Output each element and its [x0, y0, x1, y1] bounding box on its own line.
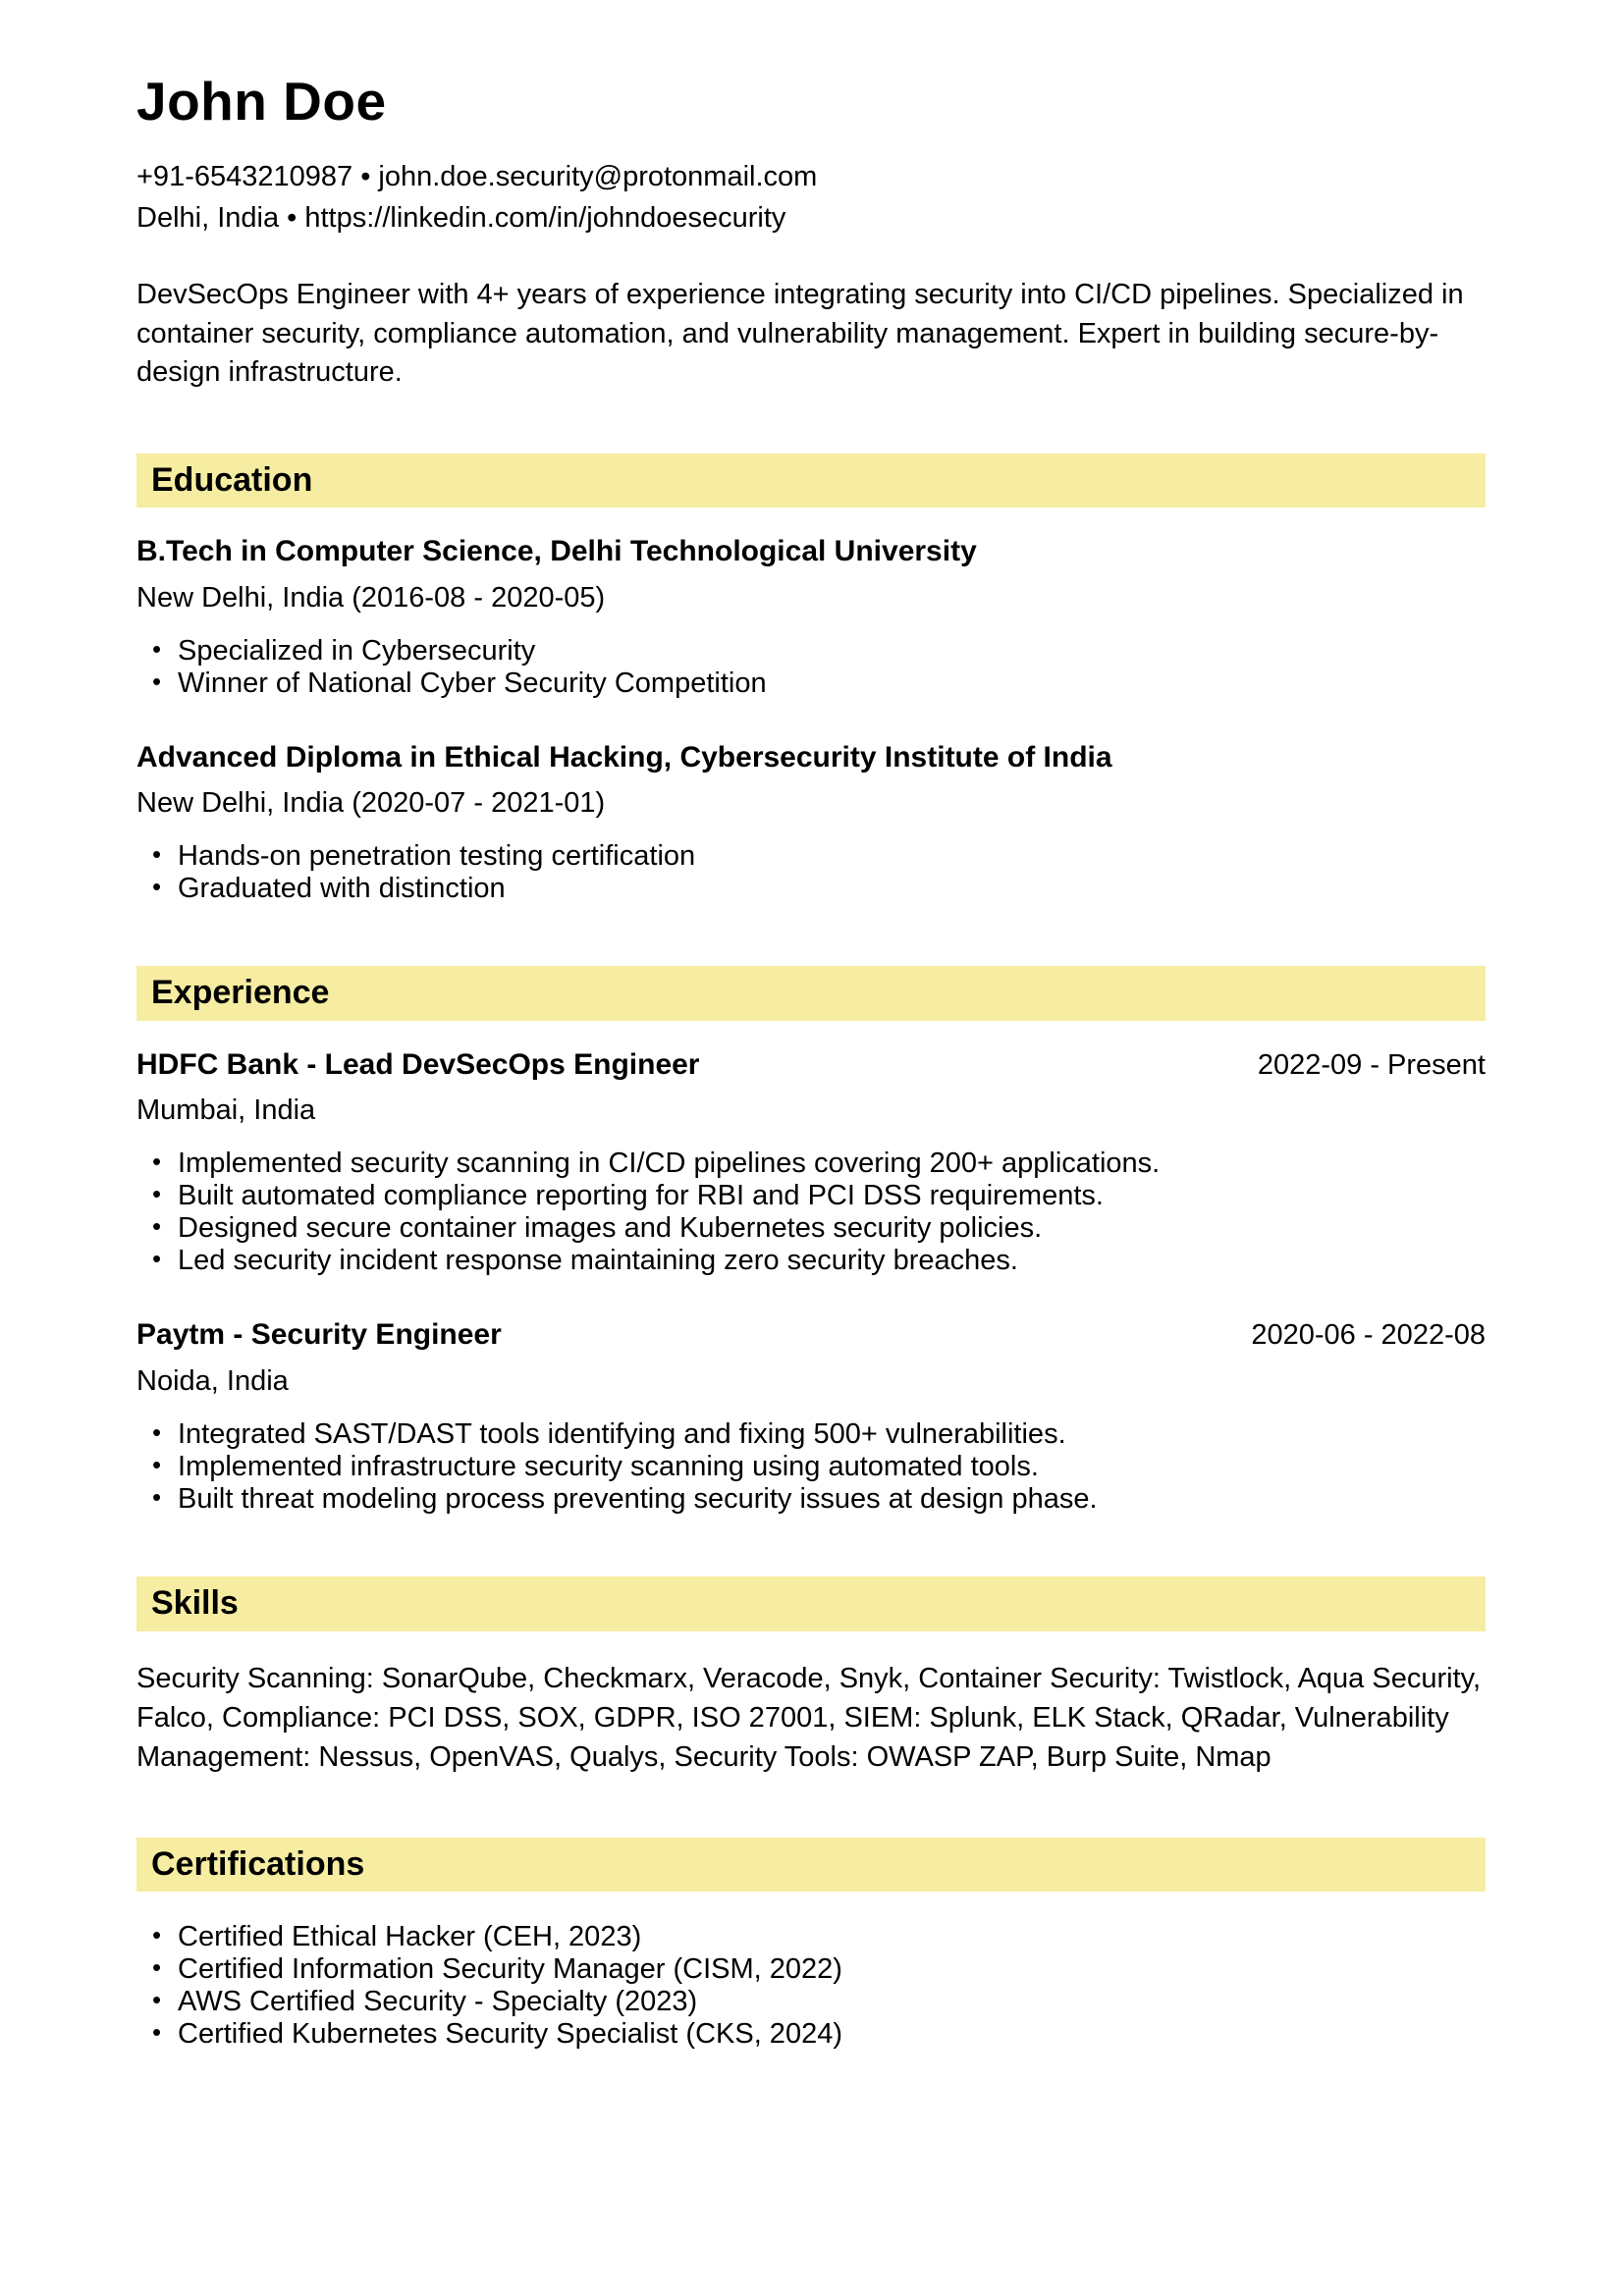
- section-band-skills: [136, 1576, 1486, 1631]
- job-location: Mumbai, India: [136, 1095, 316, 1127]
- resume-header: [136, 71, 1486, 393]
- job-location: Noida, India: [136, 1364, 289, 1397]
- bullet-item: • Graduated with distinction: [136, 873, 1486, 905]
- degree-highlights: [136, 840, 1486, 905]
- experience-entry: [136, 1318, 1486, 1515]
- section-title-skills: Skills: [151, 1583, 239, 1622]
- job-date-range: 2020-06 - 2022-08: [1251, 1319, 1486, 1352]
- section-certifications: [136, 1838, 1486, 2052]
- bullet-item: • Certified Kubernetes Security Specialist (CKS, 2024): [136, 2018, 1486, 2051]
- degree-title: Advanced Diploma in Ethical Hacking, Cybersecurity Institute of India: [136, 740, 1112, 774]
- job-highlights: [136, 1148, 1486, 1277]
- entry-head: [136, 535, 1486, 569]
- section-title-experience: Experience: [151, 974, 330, 1012]
- experience-entry: [136, 1048, 1486, 1277]
- professional-summary: DevSecOps Engineer with 4+ years of experience integrating security into CI/CD pipelines. Specialized in container security, compliance automation, and vulnerability management. Expert in building secure-by-design infrastructure.: [136, 279, 1464, 389]
- section-title-education: Education: [151, 460, 313, 499]
- section-band-experience: [136, 966, 1486, 1021]
- entry-head: [136, 1318, 1486, 1353]
- education-entry: [136, 535, 1486, 699]
- section-experience: [136, 966, 1486, 1516]
- section-education: [136, 454, 1486, 906]
- job-title: Paytm - Security Engineer: [136, 1318, 502, 1352]
- section-title-certifications: Certifications: [151, 1844, 365, 1883]
- page-title: John Doe: [136, 71, 387, 132]
- degree-title: B.Tech in Computer Science, Delhi Technological University: [136, 535, 977, 568]
- bullet-item: • AWS Certified Security - Specialty (2023): [136, 1986, 1486, 2018]
- section-skills: [136, 1576, 1486, 1777]
- bullet-item: • Integrated SAST/DAST tools identifying and fixing 500+ vulnerabilities.: [136, 1418, 1486, 1451]
- entry-head: [136, 741, 1486, 775]
- bullet-item: • Specialized in Cybersecurity: [136, 635, 1486, 667]
- bullet-item: • Built automated compliance reporting for RBI and PCI DSS requirements.: [136, 1180, 1486, 1212]
- job-title: HDFC Bank - Lead DevSecOps Engineer: [136, 1047, 700, 1081]
- section-band-education: [136, 454, 1486, 508]
- bullet-item: • Led security incident response maintaining zero security breaches.: [136, 1245, 1486, 1277]
- bullet-item: • Built threat modeling process preventing security issues at design phase.: [136, 1483, 1486, 1516]
- contact-block: [136, 156, 1486, 239]
- degree-location-dates: New Delhi, India (2020-07 - 2021-01): [136, 787, 606, 820]
- bullet-item: • Implemented security scanning in CI/CD pipelines covering 200+ applications.: [136, 1148, 1486, 1180]
- degree-location-dates: New Delhi, India (2016-08 - 2020-05): [136, 581, 606, 614]
- bullet-item: • Winner of National Cyber Security Competition: [136, 667, 1486, 700]
- bullet-item: • Designed secure container images and Kubernetes security policies.: [136, 1212, 1486, 1245]
- entry-head: [136, 1048, 1486, 1083]
- bullet-item: • Hands-on penetration testing certification: [136, 840, 1486, 873]
- certifications-list: [136, 1921, 1486, 2051]
- bullet-item: • Certified Information Security Manager (CISM, 2022): [136, 1953, 1486, 1986]
- section-band-certifications: [136, 1838, 1486, 1893]
- skills-text: Security Scanning: SonarQube, Checkmarx, Veracode, Snyk, Container Security: Twistlock, Aqua Security, Falco, Compliance: PCI DSS, SOX, GDPR, ISO 27001, SIEM: Splunk, ELK Stack, QRadar, Vulnerability Management: Nessus, OpenVAS, Qualys, Security Tools: OWASP ZAP, Burp Suite, Nmap: [136, 1662, 1482, 1773]
- bullet-item: • Certified Ethical Hacker (CEH, 2023): [136, 1921, 1486, 1953]
- job-highlights: [136, 1418, 1486, 1516]
- degree-highlights: [136, 635, 1486, 700]
- job-date-range: 2022-09 - Present: [1257, 1048, 1486, 1081]
- education-entry: [136, 741, 1486, 905]
- bullet-item: • Implemented infrastructure security scanning using automated tools.: [136, 1451, 1486, 1483]
- contact-line-location-linkedin: Delhi, India • https://linkedin.com/in/johndoesecurity: [136, 202, 786, 235]
- contact-line-phone-email: +91-6543210987 • john.doe.security@protonmail.com: [136, 161, 818, 193]
